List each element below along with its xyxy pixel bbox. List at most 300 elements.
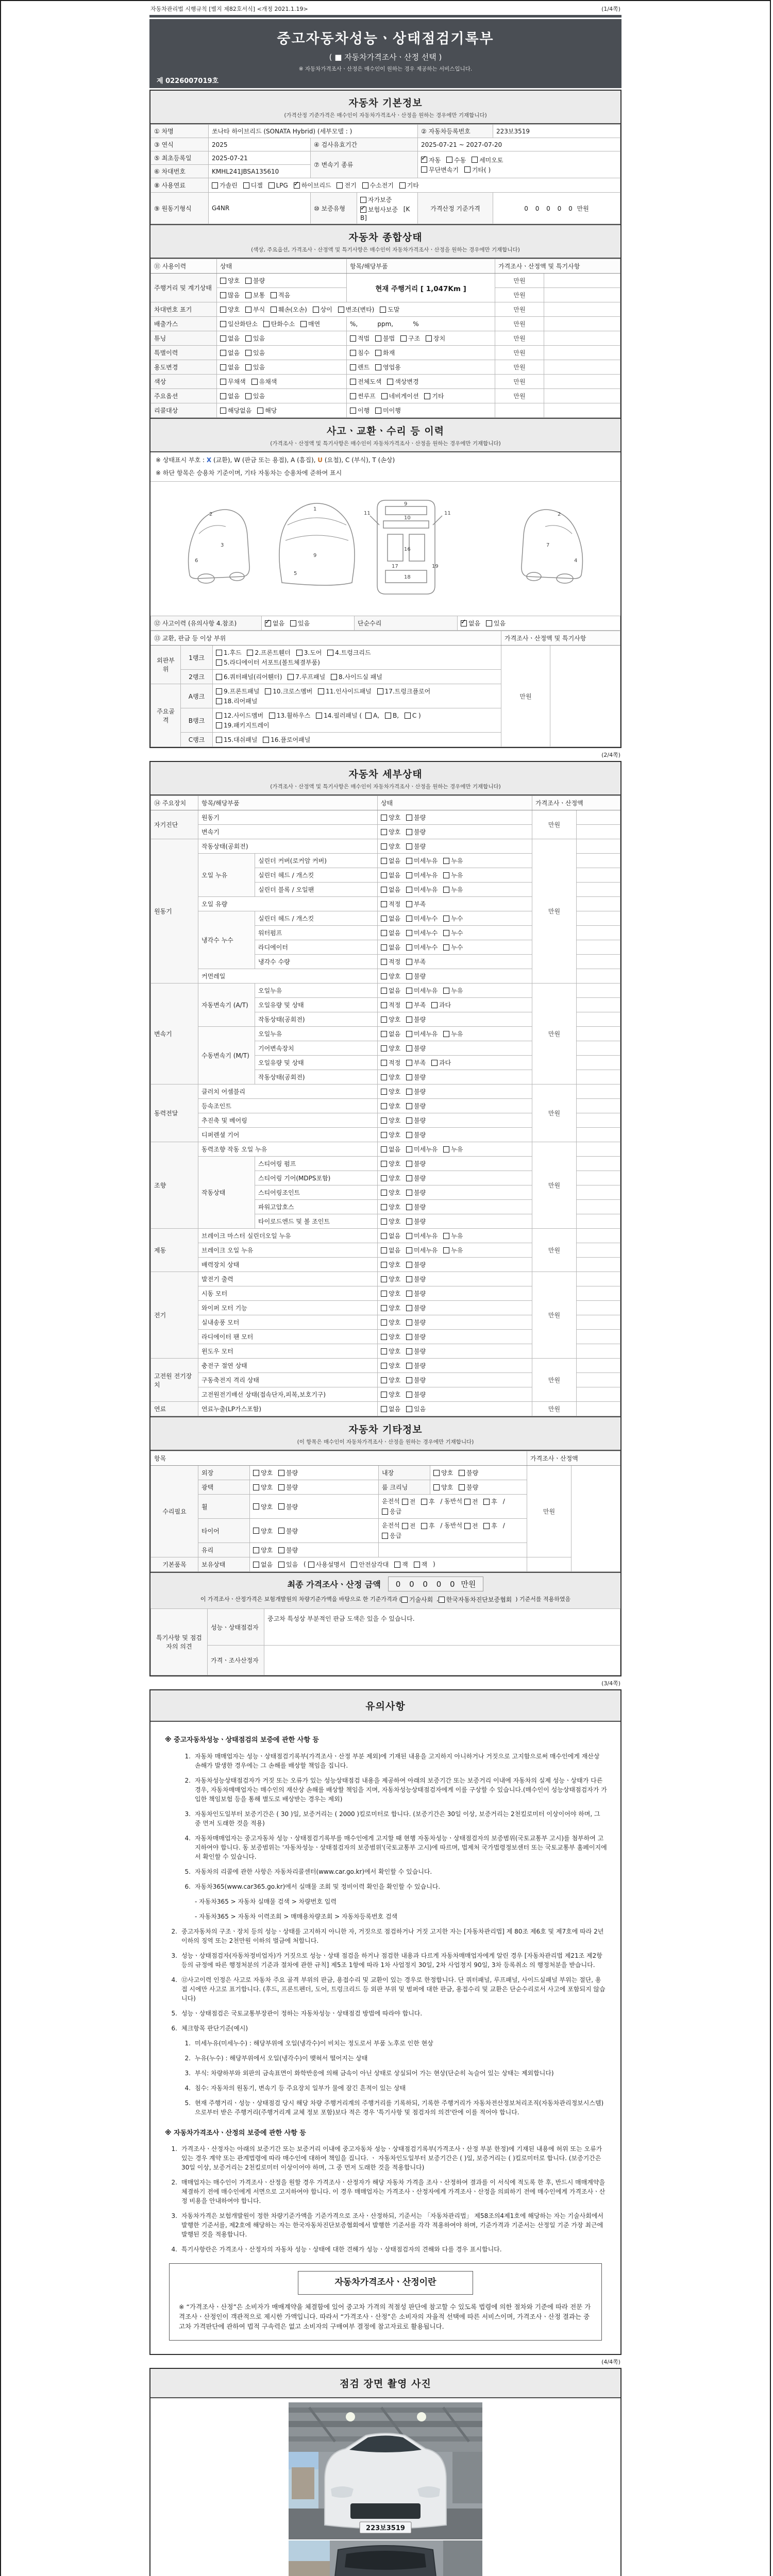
checkbox[interactable] — [245, 276, 265, 285]
checkbox[interactable] — [433, 1468, 453, 1477]
checkbox[interactable] — [443, 1029, 463, 1038]
checkbox[interactable] — [381, 1217, 400, 1226]
checkbox[interactable] — [278, 1527, 298, 1535]
checkbox[interactable] — [483, 1497, 497, 1506]
checkbox[interactable] — [394, 1560, 408, 1569]
checkbox[interactable] — [381, 1390, 400, 1399]
checkbox[interactable] — [247, 648, 290, 657]
tuning-label: 튜닝 — [151, 331, 217, 346]
checkbox-label: 양호 — [389, 1333, 401, 1341]
checkbox[interactable] — [318, 687, 372, 696]
checkbox-box — [381, 829, 387, 835]
item-cell: 변속기 — [198, 825, 378, 839]
checkbox[interactable] — [405, 712, 421, 719]
notice-item-number: 2. — [184, 2054, 191, 2062]
checkbox-box — [263, 737, 269, 743]
checkbox[interactable] — [406, 1015, 426, 1024]
checkbox-label: 적정 — [389, 1002, 401, 1009]
checkbox-label: 있음 — [253, 349, 265, 357]
checkbox-box — [300, 321, 307, 327]
checkbox[interactable] — [431, 1058, 451, 1067]
checkbox[interactable] — [406, 1116, 426, 1125]
document-content — [149, 1, 621, 2576]
checkbox[interactable] — [399, 181, 419, 190]
checkbox-box — [220, 350, 226, 356]
checkbox[interactable] — [377, 687, 431, 696]
checkbox[interactable] — [446, 156, 466, 164]
checkbox[interactable] — [421, 1497, 435, 1506]
emission-row — [151, 317, 620, 331]
diagram-number: 9 — [313, 553, 317, 558]
checkbox-label: 양호 — [389, 1117, 401, 1124]
checkbox[interactable] — [381, 914, 400, 923]
checkbox-box — [399, 182, 406, 189]
checkbox-box — [406, 1392, 412, 1398]
checkbox-label: 양호 — [261, 1469, 273, 1477]
notice-item — [164, 1927, 607, 1945]
inspector-comment: 중고차 특성상 부분적인 판금 도색은 있을 수 있습니다. — [264, 1609, 620, 1646]
note-cell — [577, 1070, 620, 1084]
checkbox-label: C ) — [412, 711, 421, 719]
checkbox-box — [278, 1470, 284, 1476]
checkbox[interactable] — [290, 619, 310, 628]
special-label: 특별이력 — [151, 346, 217, 360]
checkbox[interactable] — [406, 914, 438, 923]
checkbox[interactable] — [375, 334, 395, 343]
checkbox[interactable] — [406, 1202, 426, 1211]
checkbox[interactable] — [472, 156, 503, 164]
checkbox[interactable] — [406, 1289, 426, 1298]
checkbox[interactable] — [381, 1159, 400, 1168]
checkbox-label: 양호 — [389, 1045, 401, 1052]
checkbox[interactable] — [265, 619, 284, 628]
checkbox-label: 불량 — [414, 1175, 426, 1182]
checkbox[interactable] — [443, 885, 463, 894]
checkbox[interactable] — [245, 334, 265, 343]
checkbox[interactable] — [406, 1361, 426, 1370]
checkbox[interactable] — [375, 348, 395, 357]
checkbox[interactable] — [406, 1217, 426, 1226]
checkbox[interactable] — [220, 291, 240, 299]
checkbox[interactable] — [401, 1595, 433, 1604]
checkbox[interactable] — [381, 392, 419, 400]
checkbox[interactable] — [216, 648, 242, 657]
checkbox[interactable] — [406, 1073, 426, 1081]
checkbox-label: 디젤 — [250, 182, 263, 189]
checkbox[interactable] — [381, 1073, 400, 1081]
checkbox[interactable] — [313, 305, 332, 314]
checkbox[interactable] — [381, 1029, 400, 1038]
checkbox[interactable] — [381, 1202, 400, 1211]
notice-item-number: 4. — [184, 1834, 191, 1842]
checkbox-box — [406, 1233, 412, 1239]
fuel-label: ⑧ 사용연료 — [151, 178, 209, 193]
checkbox[interactable] — [464, 165, 491, 174]
checkbox[interactable] — [360, 205, 398, 214]
checkbox[interactable] — [337, 181, 356, 190]
checkbox[interactable] — [350, 377, 381, 386]
checkbox[interactable] — [443, 1145, 463, 1154]
checkbox[interactable] — [350, 363, 369, 371]
checkbox[interactable] — [443, 856, 463, 865]
checkbox[interactable] — [486, 619, 506, 628]
item-cell: 타이로드엔드 및 볼 조인트 — [255, 1214, 378, 1229]
note-cell — [577, 897, 620, 911]
note-cell — [577, 1258, 620, 1272]
page-marker-4: (4/4쪽) — [601, 2358, 620, 2365]
checkbox[interactable] — [316, 711, 362, 720]
checkbox[interactable] — [406, 900, 426, 908]
checkbox[interactable] — [459, 1468, 478, 1477]
checkbox[interactable] — [216, 672, 282, 681]
price-survey-definition-box — [169, 2263, 602, 2341]
checkbox[interactable] — [381, 1376, 400, 1384]
checkbox[interactable] — [406, 856, 438, 865]
checkbox[interactable] — [375, 363, 401, 371]
checkbox[interactable] — [375, 406, 401, 415]
checkbox[interactable] — [381, 972, 400, 980]
status-cell — [378, 984, 532, 998]
checkbox-box — [406, 1406, 412, 1412]
checkbox[interactable] — [406, 1145, 438, 1154]
checkbox[interactable] — [406, 1130, 426, 1139]
checkbox[interactable] — [380, 305, 399, 314]
vin-mark-label: 차대번호 표기 — [151, 302, 217, 317]
checkbox-label: 양호 — [389, 1189, 401, 1196]
checkbox[interactable] — [382, 1507, 401, 1516]
checkbox[interactable] — [402, 1497, 416, 1506]
checkbox[interactable] — [406, 1390, 426, 1399]
checkbox[interactable] — [212, 181, 238, 190]
checkbox[interactable] — [381, 1231, 400, 1240]
checkbox[interactable] — [294, 181, 331, 190]
checkbox-label: 누유 — [451, 1030, 463, 1038]
checkbox[interactable] — [431, 1001, 451, 1009]
checkbox[interactable] — [443, 943, 463, 952]
checkbox[interactable] — [381, 1015, 400, 1024]
checkbox[interactable] — [381, 1087, 400, 1096]
checkbox[interactable] — [406, 871, 438, 879]
checkbox[interactable] — [253, 1483, 273, 1492]
checkbox[interactable] — [381, 1130, 400, 1139]
checkbox[interactable] — [216, 721, 270, 730]
checkbox[interactable] — [381, 885, 400, 894]
checkbox-box — [268, 182, 275, 189]
inspection-photos — [150, 2398, 620, 2576]
checkbox[interactable] — [381, 943, 400, 952]
checkbox[interactable] — [406, 1029, 438, 1038]
checkbox[interactable] — [483, 1521, 497, 1530]
checkbox[interactable] — [381, 1318, 400, 1327]
checkbox[interactable] — [381, 1404, 400, 1413]
checkbox-label: 10.크로스멤버 — [273, 688, 313, 695]
checkbox[interactable] — [381, 1246, 400, 1255]
checkbox[interactable] — [426, 334, 445, 343]
checkbox[interactable] — [381, 871, 400, 879]
checkbox[interactable] — [406, 842, 426, 851]
checkbox[interactable] — [406, 1231, 438, 1240]
checkbox[interactable] — [381, 856, 400, 865]
checkbox-box — [245, 350, 251, 356]
checkbox[interactable] — [253, 1527, 273, 1535]
checkbox[interactable] — [406, 1332, 426, 1341]
checkbox[interactable] — [296, 648, 322, 657]
checkbox[interactable] — [220, 319, 258, 328]
checkbox[interactable] — [406, 1318, 426, 1327]
checkbox[interactable] — [278, 1483, 298, 1492]
checkbox-label: 불량 — [414, 1261, 426, 1268]
checkbox[interactable] — [278, 1502, 298, 1511]
checkbox[interactable] — [443, 1246, 463, 1255]
checkbox[interactable] — [381, 1332, 400, 1341]
checkbox-label: 자동 — [429, 156, 441, 164]
checkbox-label: 불량 — [414, 1088, 426, 1095]
checkbox[interactable] — [406, 1174, 426, 1182]
checkbox-label: 해당없음 — [228, 407, 252, 414]
checkbox[interactable] — [362, 181, 394, 190]
checkbox[interactable] — [216, 735, 257, 744]
checkbox[interactable] — [220, 363, 240, 371]
price-cell — [495, 403, 544, 418]
checkbox[interactable] — [406, 1246, 438, 1255]
checkbox-label: 안전삼각대 — [359, 1561, 389, 1568]
checkbox[interactable] — [406, 1044, 426, 1053]
checkbox[interactable] — [381, 1001, 400, 1009]
checkbox[interactable] — [433, 1483, 453, 1492]
checkbox[interactable] — [406, 1303, 426, 1312]
checkbox[interactable] — [464, 1497, 478, 1506]
checkbox[interactable] — [406, 972, 426, 980]
checkbox-label: 불량 — [414, 1290, 426, 1297]
recall-detail — [347, 403, 495, 418]
diagram-number: 5 — [294, 571, 297, 577]
checkbox[interactable] — [350, 392, 376, 400]
note-cell — [577, 1315, 620, 1330]
checkbox[interactable] — [245, 291, 265, 299]
checkbox[interactable] — [406, 957, 426, 966]
item-cell: 파워고압호스 — [255, 1200, 378, 1214]
notice-item-text: 현재 주행거리ㆍ성능ㆍ상태점검 당시 해당 차량 주행거리계의 주행거리를 기록하되, 기록한 주행거리가 자동차전산정보처리조직(자동차관리정보시스템)으로부터 받은 주행거리(주행거리계 교체 정보 포함)보다 적은 경우 '특기사항 및 점검자의 의견'란에 이를 적어야 합니다. — [195, 2099, 604, 2116]
checkbox[interactable] — [350, 334, 369, 343]
checkbox[interactable] — [439, 1595, 512, 1604]
checkbox[interactable] — [406, 813, 426, 822]
item-cell: 시동 모터 — [198, 1286, 378, 1301]
checkbox[interactable] — [381, 1145, 400, 1154]
checkbox[interactable] — [381, 813, 400, 822]
checkbox[interactable] — [406, 1101, 426, 1110]
checkbox[interactable] — [253, 1546, 273, 1554]
checkbox[interactable] — [443, 1231, 463, 1240]
checkbox[interactable] — [350, 348, 369, 357]
checkbox[interactable] — [406, 1159, 426, 1168]
checkbox-label: 보험사보증 — [368, 206, 398, 213]
checkbox-box — [253, 1470, 259, 1476]
checkbox[interactable] — [308, 1560, 346, 1569]
checkbox[interactable] — [300, 319, 320, 328]
checkbox[interactable] — [421, 165, 459, 174]
checkbox[interactable] — [406, 827, 426, 836]
checkbox[interactable] — [461, 619, 480, 628]
checkbox[interactable] — [220, 348, 240, 357]
checkbox-label: 불량 — [414, 973, 426, 980]
checkbox-box — [220, 292, 226, 298]
checkbox[interactable] — [257, 406, 277, 415]
checkbox[interactable] — [406, 1087, 426, 1096]
checkbox-label: 보통 — [253, 292, 265, 299]
checkbox[interactable] — [406, 1376, 426, 1384]
item-cell: 실린더 커버(로커암 커버) — [255, 854, 378, 868]
checkbox[interactable] — [220, 305, 240, 314]
checkbox[interactable] — [406, 1188, 426, 1197]
emission-label: 배출가스 — [151, 317, 217, 331]
checkbox[interactable] — [464, 1521, 478, 1530]
checkbox[interactable] — [381, 1275, 400, 1283]
checkbox[interactable] — [365, 712, 379, 719]
checkbox[interactable] — [216, 687, 259, 696]
checkbox[interactable] — [443, 871, 463, 879]
checkbox[interactable] — [443, 928, 463, 937]
checkbox[interactable] — [331, 672, 382, 681]
checkbox[interactable] — [278, 1546, 298, 1554]
note-cell — [577, 911, 620, 926]
checkbox[interactable] — [245, 363, 265, 371]
checkbox[interactable] — [265, 687, 312, 696]
price-cell: 만원 — [495, 375, 544, 389]
checkbox[interactable] — [381, 1101, 400, 1110]
checkbox[interactable] — [220, 406, 251, 415]
notice-item-text: - 자동차365 > 자동차 이력조회 > 매매용차량조회 > 자동차등록번호 검색 — [195, 1912, 398, 1920]
checkbox[interactable] — [220, 392, 240, 400]
checkbox[interactable] — [381, 1116, 400, 1125]
checkbox-box — [406, 1060, 412, 1066]
checkbox[interactable] — [406, 986, 438, 995]
checkbox[interactable] — [220, 276, 240, 285]
status-cell — [378, 1402, 532, 1416]
checkbox[interactable] — [220, 334, 240, 343]
warranty-options: 자가보증 ✓ 보험사보증 [KB] — [357, 193, 418, 224]
checkbox[interactable] — [381, 1347, 400, 1355]
checkbox[interactable] — [253, 1560, 273, 1569]
checkbox-box — [394, 1562, 400, 1568]
checkbox[interactable] — [288, 672, 325, 681]
notice-item-number — [177, 1912, 195, 1921]
checkbox[interactable] — [381, 1188, 400, 1197]
checkbox-box — [402, 1523, 408, 1529]
rankA-label: A랭크 — [181, 684, 213, 708]
checkbox[interactable] — [406, 928, 438, 937]
checkbox[interactable] — [243, 181, 263, 190]
checkbox[interactable] — [421, 1521, 435, 1530]
checkbox-label: 7.루프패널 — [295, 673, 326, 681]
checkbox-label: 있음 — [494, 620, 506, 627]
checkbox[interactable] — [216, 711, 263, 720]
checkbox[interactable] — [406, 1001, 426, 1009]
checkbox[interactable] — [406, 1058, 426, 1067]
checkbox[interactable] — [268, 182, 288, 189]
checkbox[interactable] — [351, 1560, 389, 1569]
note-cell — [577, 1113, 620, 1128]
checkbox[interactable] — [263, 735, 310, 744]
checkbox[interactable] — [406, 885, 438, 894]
checkbox[interactable] — [251, 377, 277, 386]
color-detail — [347, 375, 495, 389]
checkbox[interactable] — [338, 305, 375, 314]
checkbox[interactable] — [414, 1560, 428, 1569]
checkbox[interactable] — [381, 1174, 400, 1182]
checkbox[interactable] — [443, 914, 463, 923]
checkbox[interactable] — [381, 827, 400, 836]
notice-section2-list — [164, 2144, 607, 2254]
checkbox[interactable] — [253, 1468, 273, 1477]
simple-repair-label: 단순수리 — [355, 616, 458, 631]
regulation-note: 자동차관리법 시행규칙 [별지 제82호서식] <개정 2021.1.19> — [150, 6, 308, 12]
checkbox[interactable] — [220, 377, 246, 386]
checkbox[interactable] — [263, 319, 295, 328]
checkbox[interactable] — [360, 195, 392, 204]
checkbox[interactable] — [381, 1289, 400, 1298]
checkbox[interactable] — [381, 928, 400, 937]
checkbox[interactable] — [278, 1468, 298, 1477]
checkbox[interactable] — [271, 291, 290, 299]
checkbox[interactable] — [381, 1303, 400, 1312]
note-cell — [544, 274, 620, 288]
checkbox[interactable] — [406, 1347, 426, 1355]
checkbox[interactable] — [216, 658, 320, 667]
checkbox[interactable] — [271, 305, 307, 314]
checkbox-label: 없음 — [228, 335, 240, 342]
checkbox[interactable] — [406, 1275, 426, 1283]
checkbox[interactable] — [459, 1483, 478, 1492]
checkbox[interactable] — [381, 1361, 400, 1370]
checkbox[interactable] — [406, 1260, 426, 1269]
checkbox[interactable] — [400, 334, 420, 343]
checkbox-box — [406, 916, 412, 922]
checkbox[interactable] — [387, 377, 418, 386]
checkbox[interactable] — [406, 1404, 426, 1413]
mileage-status-2 — [217, 288, 347, 302]
checkbox[interactable] — [443, 986, 463, 995]
definition-box-text: ※ “가격조사ㆍ산정”은 소비자가 매매계약을 체결함에 있어 중고차 가격의 적절성 판단에 참고할 수 있도록 법령에 의한 절차와 기준에 따라 전문 가격조사ㆍ산정인이 객관적으로 제시한 가액입니다. 따라서 “가격조사ㆍ산정”은 소비자의 자율적 선택에 따른 서비스이며, 가격조사ㆍ산정 결과는 중고차 가격판단에 관하여 법적 구속력은 없고 소비자의 구매여부 결정에 참고자료로 활용됩니다. — [179, 2302, 591, 2331]
checkbox[interactable] — [327, 648, 371, 657]
checkbox[interactable] — [253, 1502, 273, 1511]
checkbox[interactable] — [424, 392, 444, 400]
checkbox-label: 미세누유 — [414, 886, 438, 893]
checkbox[interactable] — [245, 305, 265, 314]
checkbox[interactable] — [406, 943, 438, 952]
checkbox-box — [245, 278, 251, 284]
checkbox[interactable] — [381, 1044, 400, 1053]
checkbox[interactable] — [381, 986, 400, 995]
checkbox[interactable] — [278, 1560, 298, 1569]
checkbox[interactable] — [381, 1058, 400, 1067]
checkbox[interactable] — [245, 392, 265, 400]
checkbox[interactable] — [350, 406, 369, 415]
checkbox[interactable] — [381, 842, 400, 851]
checkbox[interactable] — [269, 711, 310, 720]
checkbox[interactable] — [421, 156, 441, 164]
checkbox[interactable] — [381, 900, 400, 908]
checkbox[interactable] — [245, 348, 265, 357]
checkbox-box — [278, 1547, 284, 1553]
checkbox-label: 불량 — [286, 1547, 298, 1554]
checkbox[interactable] — [402, 1521, 416, 1530]
checkbox[interactable] — [382, 1531, 401, 1540]
checkbox[interactable] — [216, 697, 257, 705]
checkbox[interactable] — [381, 957, 400, 966]
checkbox[interactable] — [385, 712, 399, 719]
checkbox[interactable] — [381, 1260, 400, 1269]
accident-subtitle: (가격조사ㆍ산정액 및 특기사항은 매수인이 자동차가격조사ㆍ산정을 원하는 경우에만 기재합니다) — [270, 440, 501, 447]
